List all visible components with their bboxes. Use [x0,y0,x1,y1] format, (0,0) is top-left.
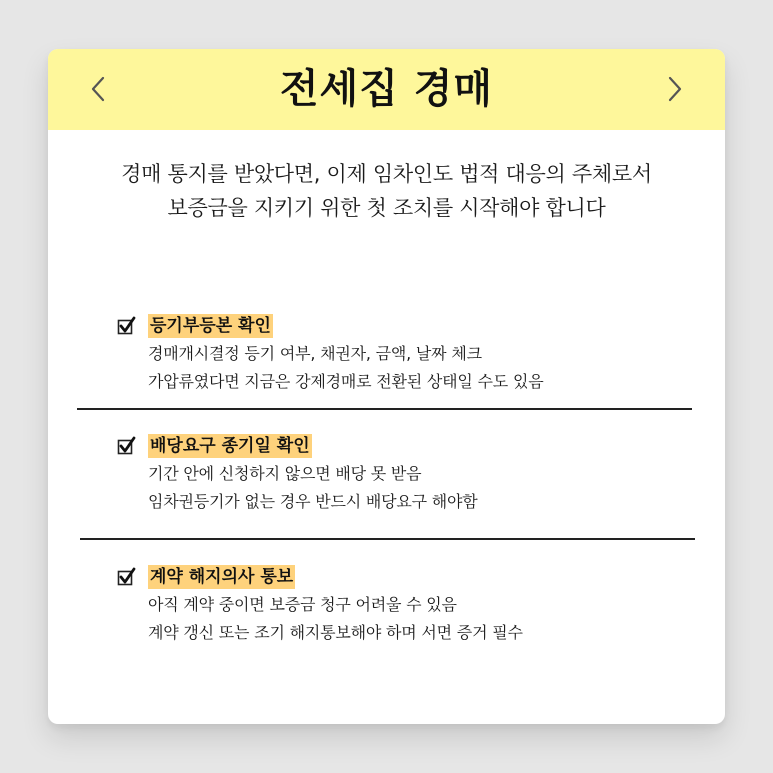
checklist-item-desc: 기간 안에 신청하지 않으면 배당 못 받음 [148,464,422,483]
chevron-right-icon [666,75,684,103]
checkmark-icon [116,566,138,588]
intro-line: 보증금을 지키기 위한 첫 조치를 시작해야 합니다 [167,196,606,220]
checklist-item-label: 계약 해지의사 통보 [150,567,294,587]
intro-line: 경매 통지를 받았다면, 이제 임차인도 법적 대응의 주체로서 [121,162,652,186]
checkmark-icon [116,315,138,337]
checklist-item-label: 등기부등본 확인 [150,316,271,336]
header-banner [48,49,725,130]
checklist-item-label: 배당요구 종기일 확인 [150,436,310,456]
checklist-item-desc: 임차권등기가 없는 경우 반드시 배당요구 해야함 [148,492,478,511]
checklist-item-registry [116,312,676,396]
checklist-item-desc: 경매개시결정 등기 여부, 채권자, 금액, 날짜 체크 [148,344,482,363]
checklist-item-deadline [116,432,676,516]
divider [77,408,692,410]
checklist-item-desc: 계약 갱신 또는 조기 해지통보해야 하며 서면 증거 필수 [148,623,523,642]
checklist-item-desc: 가압류였다면 지금은 강제경매로 전환된 상태일 수도 있음 [148,372,544,391]
page-title: 전세집 경매 [279,66,494,112]
card [48,49,725,724]
checkmark-icon [116,435,138,457]
checklist-item-desc: 아직 계약 중이면 보증금 청구 어려울 수 있음 [148,595,457,614]
checklist-item-termination [116,563,676,647]
intro-text [48,157,725,225]
next-button[interactable] [655,69,695,109]
divider [80,538,695,540]
